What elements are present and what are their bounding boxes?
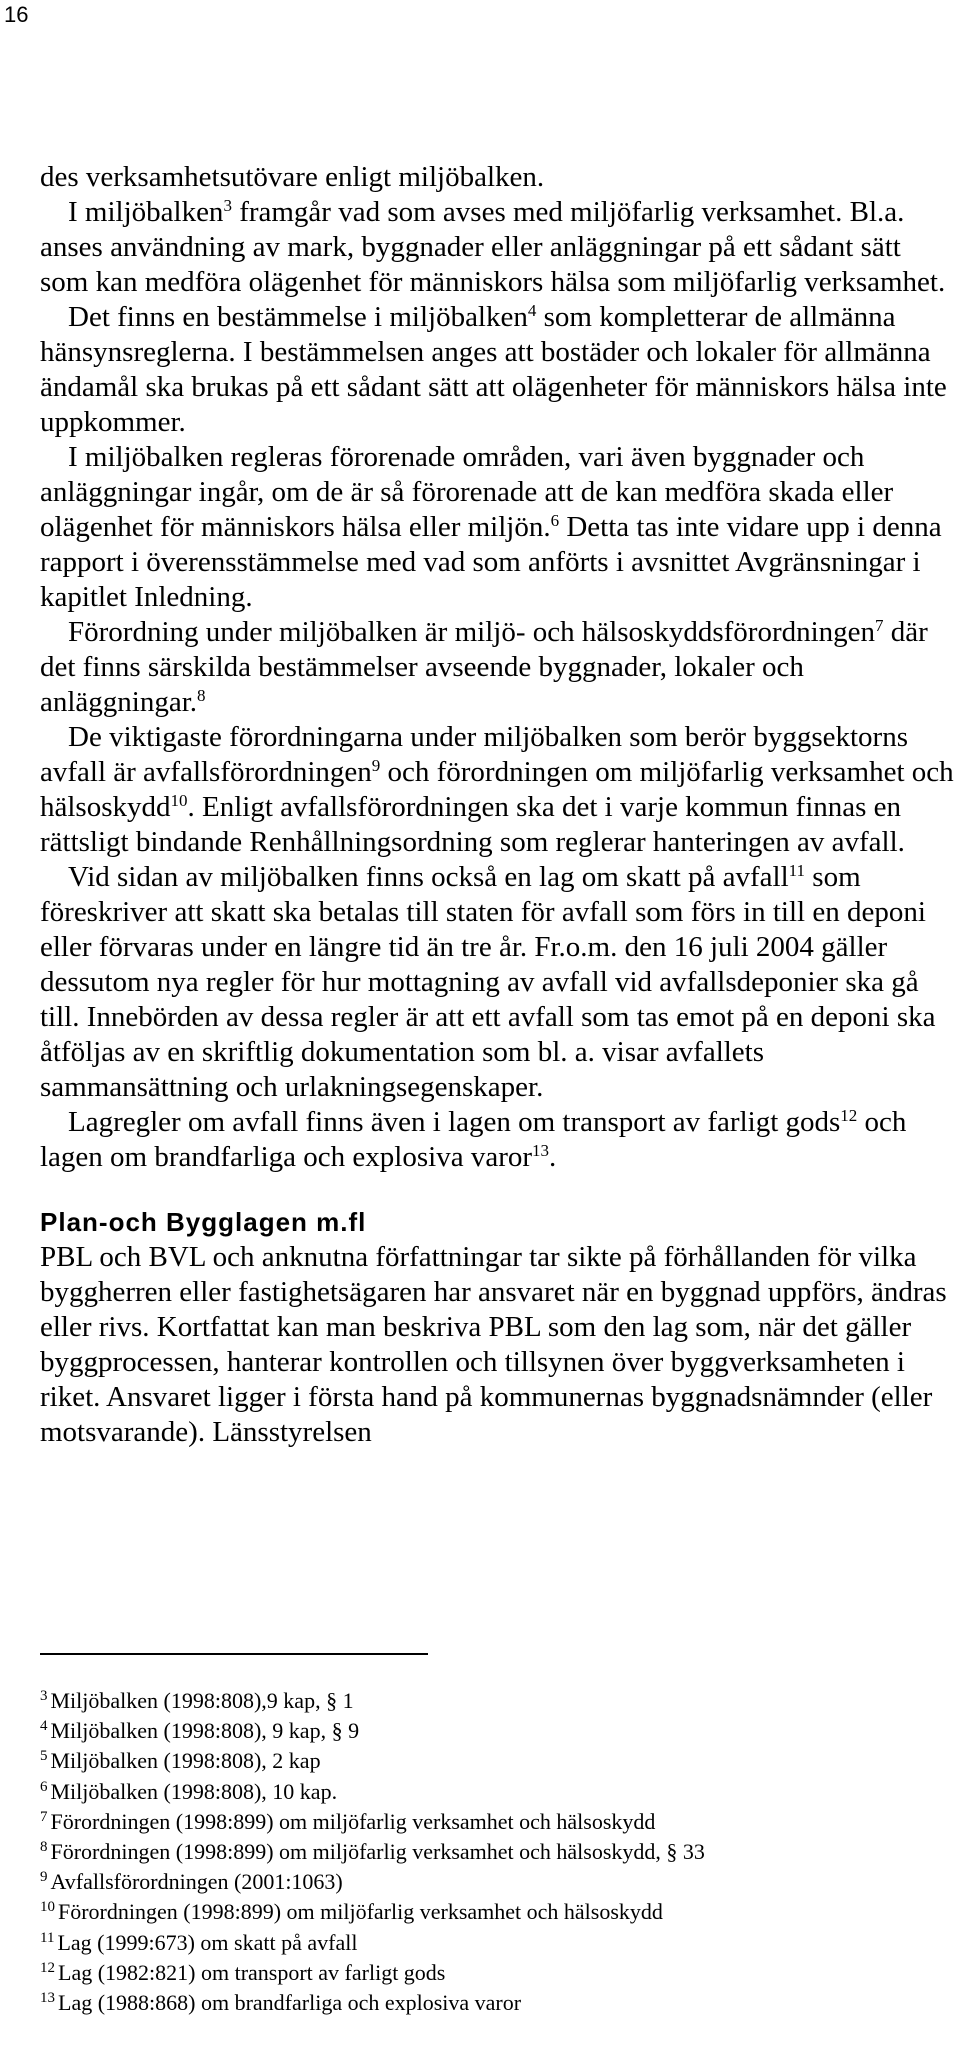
footnote-item: [40, 1686, 940, 1716]
footnote-text: Förordningen (1998:899) om miljöfarlig verksamhet och hälsoskydd: [50, 1808, 656, 1834]
footnote-divider: [40, 1653, 428, 1655]
footnote-number: 3: [40, 1688, 48, 1704]
paragraph-text: Det finns en bestämmelse i miljöbalken: [68, 301, 528, 333]
paragraph-text: Förordning under miljöbalken är miljö- och hälsoskyddsförordningen: [68, 616, 876, 648]
paragraph-text: Lagregler om avfall finns även i lagen om transport av farligt gods: [68, 1106, 841, 1138]
footnote-text: Miljöbalken (1998:808), 10 kap.: [50, 1778, 338, 1804]
footnote-number: 6: [40, 1778, 48, 1795]
paragraph-8: [40, 1105, 956, 1175]
body-text: [40, 160, 956, 1450]
paragraph-6: [40, 720, 956, 860]
footnote-number: 4: [40, 1718, 48, 1735]
section-heading: Plan-och Bygglagen m.fl: [40, 1207, 367, 1237]
paragraph-4: [40, 440, 956, 615]
footnote-text: Avfallsförordningen (2001:1063): [50, 1869, 343, 1895]
footnote-item: [40, 1988, 940, 2018]
footnote-ref[interactable]: 12: [840, 1106, 858, 1125]
paragraph-text: I miljöbalken regleras förorenade områden, vari även byggnader och anläggningar ingår, om de är så förorenade att de kan medföra skada eller olägenhet för människors hälsa eller miljön.: [40, 441, 894, 543]
paragraph-3: [40, 300, 956, 440]
footnote-item: [40, 1958, 940, 1988]
footnote-number: 5: [40, 1748, 48, 1765]
footnote-item: [40, 1867, 940, 1897]
footnote-text: Lag (1988:868) om brandfarliga och explosiva varor: [58, 1990, 522, 2016]
page-number: 16: [4, 2, 29, 27]
footnote-number: 8: [40, 1839, 48, 1856]
footnote-text: Lag (1982:821) om transport av farligt gods: [58, 1959, 446, 1985]
footnote-text: Förordningen (1998:899) om miljöfarlig verksamhet och hälsoskydd: [58, 1899, 663, 1925]
footnote-text: Miljöbalken (1998:808),9 kap, § 1: [50, 1688, 354, 1713]
footnote-number: 9: [40, 1869, 48, 1886]
footnote-number: 12: [40, 1959, 55, 1976]
paragraph-text: PBL och BVL och anknutna författningar tar sikte på förhållanden för vilka byggherren eller fastighetsägaren har ansvaret när en byggnad uppförs, ändras eller rivs. Kortfattat kan man beskriva PBL som den lag som, när det gäller byggprocessen, hanterar kontrollen och tillsynen över byggverksamheten i riket. Ansvaret ligger i första hand på kommunernas byggnadsnämnder (eller motsvarande). Länsstyrelsen: [40, 1241, 947, 1448]
paragraph-text: och lagen om brandfarliga och explosiva varor: [40, 1106, 907, 1173]
footnote-number: 10: [40, 1899, 55, 1916]
paragraph-text: des verksamhetsutövare enligt miljöbalken.: [40, 161, 545, 193]
footnote-ref[interactable]: 9: [371, 756, 381, 775]
footnote-ref[interactable]: 7: [875, 616, 884, 635]
footnote-item: [40, 1746, 940, 1776]
paragraph-1: [40, 160, 956, 195]
footnote-ref[interactable]: 13: [532, 1141, 550, 1160]
footnote-ref[interactable]: 11: [788, 861, 806, 880]
footnote-ref[interactable]: 6: [550, 511, 560, 530]
footnote-number: 11: [40, 1929, 55, 1946]
paragraph-9: [40, 1240, 956, 1450]
paragraph-text: som föreskriver att skatt ska betalas till staten för avfall som förs in till en deponi eller förvaras under en längre tid än tre år. Fr.o.m. den 16 juli 2004 gäller dessutom nya regler för hur mottagning av avfall vid avfallsdeponier ska gå till. Innebörden av dessa regler är att ett avfall som tas emot på en deponi ska åtföljas av en skriftlig dokumentation som bl. a. visar avfallets sammansättning och urlakningsegenskaper.: [40, 861, 936, 1103]
footnote-item: [40, 1928, 940, 1958]
footnote-ref[interactable]: 8: [197, 686, 206, 705]
footnote-text: Förordningen (1998:899) om miljöfarlig verksamhet och hälsoskydd, § 33: [50, 1839, 705, 1865]
footnote-text: Lag (1999:673) om skatt på avfall: [57, 1929, 358, 1955]
footnote-item: [40, 1777, 940, 1807]
paragraph-text: .: [549, 1141, 557, 1173]
footnote-item: [40, 1716, 940, 1746]
paragraph-text: Detta tas inte vidare upp i denna rapport i överensstämmelse med vad som anförts i avsnittet Avgränsningar i kapitlet Inledning.: [40, 511, 942, 613]
footnote-list: [40, 1686, 940, 2018]
footnote-number: 7: [40, 1808, 48, 1825]
footnote-text: Miljöbalken (1998:808), 2 kap: [50, 1748, 321, 1774]
paragraph-2: [40, 195, 956, 300]
footnote-ref[interactable]: 10: [170, 791, 188, 810]
paragraph-text: framgår vad som avses med miljöfarlig verksamhet. Bl.a. anses användning av mark, byggnader eller anläggningar på ett sådant sätt som kan medföra olägenhet för människors hälsa som miljöfarlig verksamhet.: [40, 196, 946, 298]
paragraph-text: där det finns särskilda bestämmelser avseende byggnader, lokaler och anläggningar.: [40, 616, 928, 718]
footnote-item: [40, 1837, 940, 1867]
paragraph-text: . Enligt avfallsförordningen ska det i varje kommun finnas en rättsligt bindande Renhållningsordning som reglerar hanteringen av avfall.: [40, 791, 905, 858]
footnote-item: [40, 1807, 940, 1837]
paragraph-text: De viktigaste förordningarna under miljöbalken som berör byggsektorns avfall är avfallsförordningen: [40, 721, 908, 788]
footnote-text: Miljöbalken (1998:808), 9 kap, § 9: [50, 1718, 360, 1744]
paragraph-7: [40, 860, 956, 1105]
footnote-ref[interactable]: 4: [527, 301, 537, 320]
paragraph-text: som kompletterar de allmänna hänsynsreglerna. I bestämmelsen anges att bostäder och lokaler för allmänna ändamål ska brukas på ett sådant sätt att olägenheter för människors hälsa inte uppkommer.: [40, 301, 947, 438]
paragraph-text: I miljöbalken: [68, 196, 224, 228]
paragraph-5: [40, 615, 956, 720]
footnote-item: [40, 1897, 940, 1927]
paragraph-text: Vid sidan av miljöbalken finns också en lag om skatt på avfall: [68, 861, 789, 893]
paragraph-text: och förordningen om miljöfarlig verksamhet och hälsoskydd: [40, 756, 954, 823]
footnote-number: 13: [40, 1990, 55, 2007]
footnote-ref[interactable]: 3: [223, 196, 232, 215]
